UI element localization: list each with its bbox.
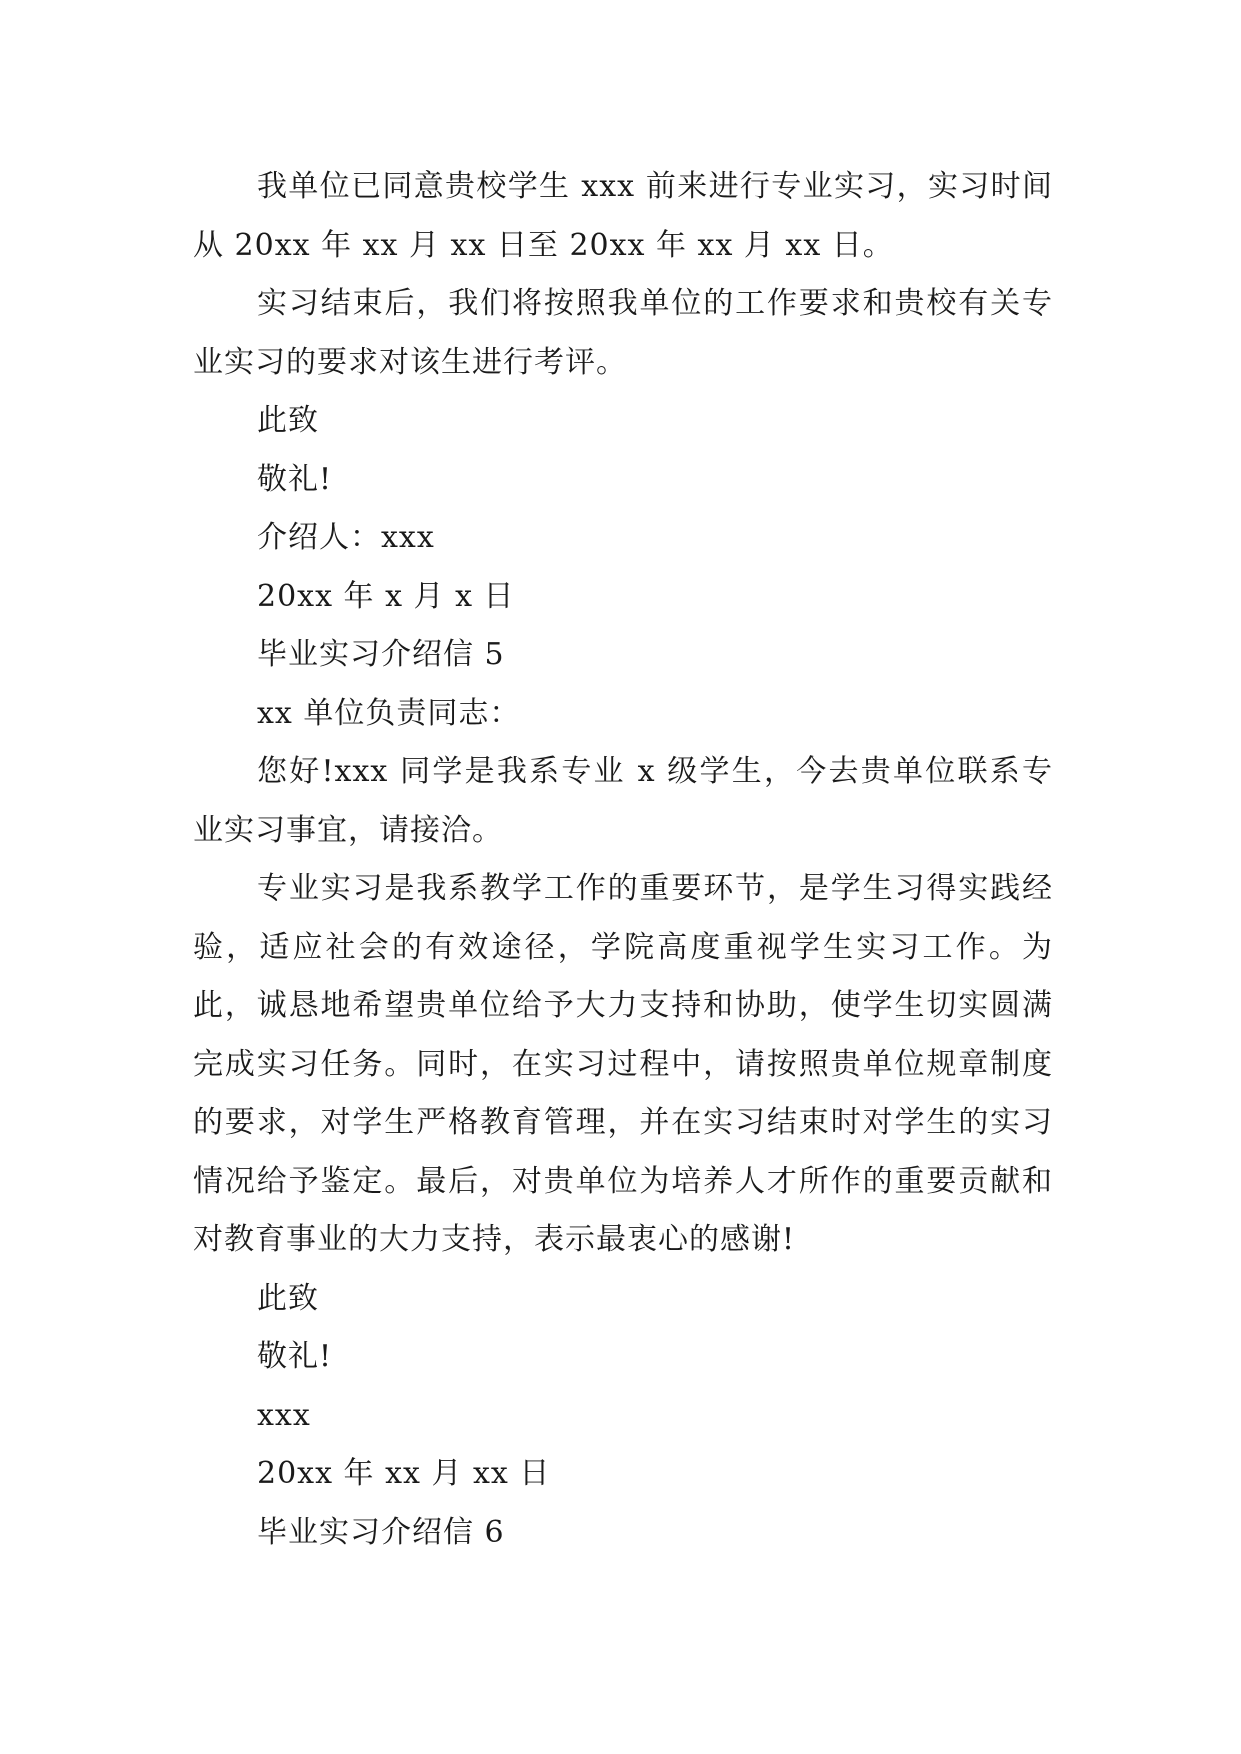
paragraph-greeting: 您好!xxx 同学是我系专业 x 级学生，今去贵单位联系专业实习事宜，请接洽。 [193, 754, 1053, 848]
closing-greeting: 此致 [257, 403, 319, 438]
closing-greeting-2: 此致 [257, 1280, 319, 1316]
paragraph-importance: 专业实习是我系教学工作的重要环节，是学生习得实践经验，适应社会的有效途径，学院高度重视学生实习工作。为此，诚恳地希望贵单位给予大力支持和协助，使学生切实圆满完成实习任务。同时，在实习过程中，请按照贵单位规章制度的要求，对学生严格教育管理，并在实习结束时对学生的实习情况给予鉴定。最后，对贵单位为培养人才所作的重要贡献和对教育事业的大力支持，表示最衷心的感谢! [193, 871, 1053, 1257]
paragraph-internship-agreement: 我单位已同意贵校学生 xxx 前来进行专业实习，实习时间从 20xx 年 xx 月 xx 日至 20xx 年 xx 月 xx 日。 [193, 169, 1053, 263]
date-line-2: 20xx 年 xx 月 xx 日 [257, 1456, 551, 1491]
salutation-line: xx 单位负责同志： [257, 695, 521, 731]
signature-line: xxx [257, 1397, 311, 1433]
introducer-line: 介绍人：xxx [257, 520, 435, 555]
section-heading-letter-6: 毕业实习介绍信 6 [257, 1514, 505, 1550]
document-body [193, 158, 1053, 1562]
section-heading-letter-5: 毕业实习介绍信 5 [257, 637, 505, 672]
date-line: 20xx 年 x 月 x 日 [257, 578, 515, 614]
paragraph-evaluation: 实习结束后，我们将按照我单位的工作要求和贵校有关专业实习的要求对该生进行考评。 [193, 286, 1053, 380]
closing-salute-2: 敬礼! [257, 1339, 333, 1374]
closing-salute: 敬礼! [257, 461, 333, 497]
